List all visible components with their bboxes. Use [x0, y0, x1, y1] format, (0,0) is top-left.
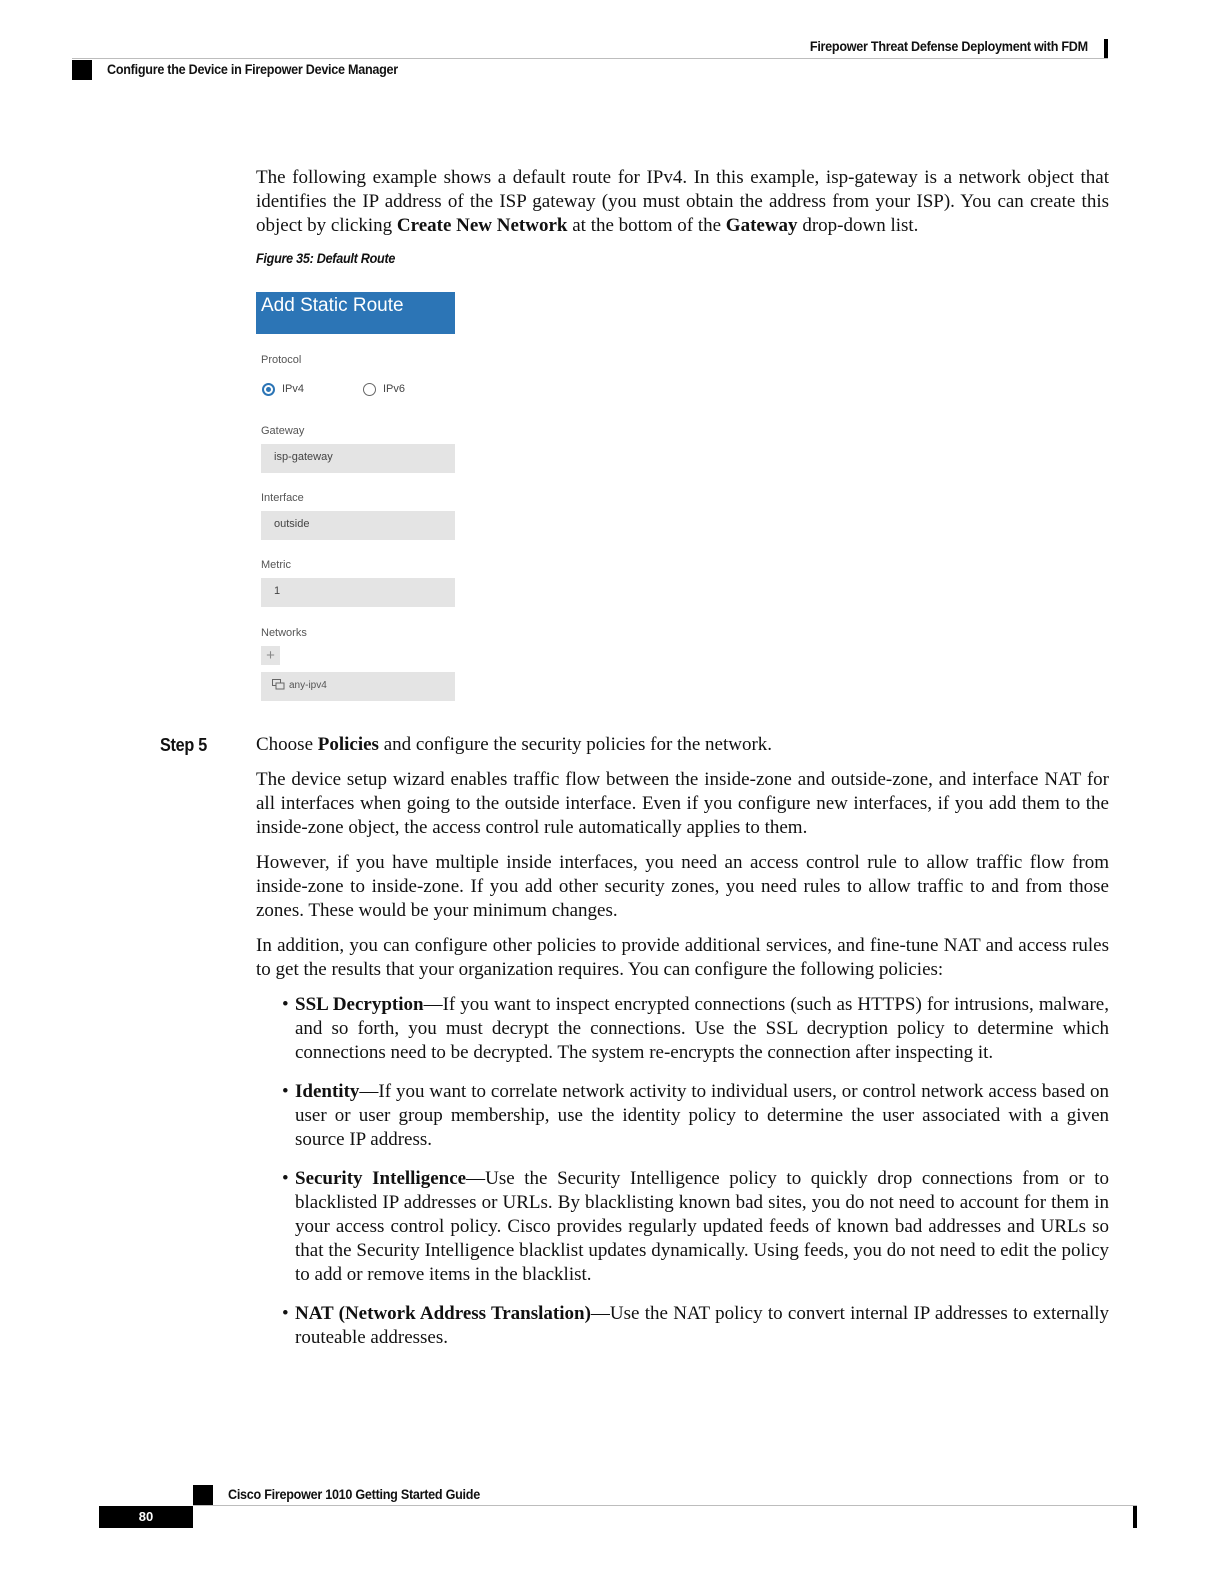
policies-term: Policies [317, 734, 379, 755]
list-item: • Security Intelligence—Use the Security Intelligence policy to quickly drop connections from or to blacklisted IP addresses or URLs. By blacklisting known bad sites, you do not need to account for them in your access control policy. Cisco provides regularly updated feeds of known bad addresses and URLs so that the Security Intelligence blacklist updates dynamically. Using feeds, you do not need to edit the policy to add or remove items in the blacklist. [282, 1168, 1109, 1285]
header-rule [72, 58, 1108, 59]
list-item-text: —If you want to inspect encrypted connections (such as HTTPS) for intrusions, malware, and so forth, you must decrypt the connections. Use the SSL decryption policy to determine which connections need to be decrypted. The system re-encrypts the connection after inspecting it. [295, 994, 1109, 1063]
list-item-text: —Use the NAT policy to convert internal IP addresses to externally routeable addresses. [295, 1303, 1109, 1348]
gateway-term: Gateway [725, 215, 798, 236]
dialog-title-bar [256, 292, 455, 334]
list-item-text: —If you want to correlate network activity to individual users, or control network access based on user or user group membership, use the identity policy to determine the user associated with a given source IP address. [295, 1081, 1109, 1150]
ipv6-radio[interactable] [363, 383, 376, 396]
list-item-text: —Use the Security Intelligence policy to quickly drop connections from or to blacklisted IP addresses or URLs. By blacklisting known bad sites, you do not need to account for them in your access control policy. Cisco provides regularly updated feeds of known bad addresses and URLs so that the Security Intelligence blacklist updates dynamically. Using feeds, you do not need to edit the policy to add or remove items in the blacklist. [295, 1168, 1109, 1285]
page-number: 80 [99, 1506, 193, 1528]
list-item: • SSL Decryption—If you want to inspect encrypted connections (such as HTTPS) for intrusions, malware, and so forth, you must decrypt the connections. Use the SSL decryption policy to determine which connections need to be decrypted. The system re-encrypts the connection after inspecting it. [282, 994, 1109, 1063]
gateway-select[interactable] [261, 444, 455, 473]
footer-guide-title: Cisco Firepower 1010 Getting Started Guide [228, 1486, 480, 1502]
list-item: • NAT (Network Address Translation)—Use the NAT policy to convert internal IP addresses to externally routeable addresses. [282, 1303, 1109, 1348]
gateway-label: Gateway [261, 425, 305, 437]
ipv4-radio[interactable] [262, 383, 275, 396]
create-new-network-term: Create New Network [396, 215, 568, 236]
footer-marker-block [193, 1485, 213, 1505]
metric-value: 1 [274, 585, 281, 597]
footer-marker-bar [1133, 1506, 1137, 1528]
interface-select[interactable] [261, 511, 455, 540]
header-marker-bar [1104, 39, 1108, 58]
intro-paragraph: The following example shows a default route for IPv4. In this example, isp-gateway is a network object that identifies the IP address of the ISP gateway (you must obtain the address from your ISP). You can create this object by clicking Create New Network at the bottom of the Gateway drop-down list. [256, 167, 1109, 236]
policy-list [256, 993, 1109, 1365]
network-object-icon [272, 679, 285, 691]
body-paragraph: However, if you have multiple inside interfaces, you need an access control rule to allow traffic flow from inside-zone to inside-zone. If you add other security zones, you need rules to allow traffic to and from those zones. These would be your minimum changes. [256, 852, 1109, 921]
gateway-value: isp-gateway [274, 451, 333, 463]
metric-label: Metric [261, 559, 291, 571]
running-header-title: Firepower Threat Defense Deployment with FDM [810, 38, 1088, 54]
running-header-section: Configure the Device in Firepower Device Manager [107, 61, 398, 77]
protocol-label: Protocol [261, 354, 302, 366]
add-network-button[interactable]: + [261, 646, 280, 665]
list-item: • Identity—If you want to correlate network activity to individual users, or control network access based on user or user group membership, use the identity policy to determine the user associated with a given source IP address. [282, 1081, 1109, 1150]
body-paragraph: In addition, you can configure other policies to provide additional services, and fine-tune NAT and access rules to get the results that your organization requires. You can configure the following policies: [256, 935, 1109, 980]
figure-caption: Figure 35: Default Route [256, 250, 396, 266]
step-label: Step 5 [160, 735, 207, 755]
body-paragraph: The device setup wizard enables traffic flow between the inside-zone and outside-zone, and interface NAT for all interfaces when going to the outside interface. Even if you configure new interfaces, if you add them to the inside-zone object, the access control rule automatically applies to them. [256, 769, 1109, 838]
metric-input[interactable] [261, 578, 455, 607]
step-instruction: Choose Policies and configure the security policies for the network. [256, 734, 773, 755]
list-item-term: NAT (Network Address Translation) [295, 1303, 591, 1324]
ipv4-radio-label: IPv4 [282, 383, 305, 395]
ipv6-radio-label: IPv6 [383, 383, 406, 395]
dialog-title: Add Static Route [261, 295, 404, 316]
section-marker-block [72, 60, 92, 80]
footer-rule [193, 1505, 1137, 1506]
network-item-label: any-ipv4 [289, 680, 327, 691]
networks-label: Networks [261, 627, 307, 639]
interface-value: outside [274, 518, 310, 530]
list-item-term: Identity [295, 1081, 360, 1102]
list-item-term: SSL Decryption [295, 994, 424, 1015]
list-item-term: Security Intelligence [295, 1168, 467, 1189]
interface-label: Interface [261, 492, 304, 504]
network-item[interactable] [261, 672, 455, 701]
add-static-route-figure [256, 292, 456, 704]
